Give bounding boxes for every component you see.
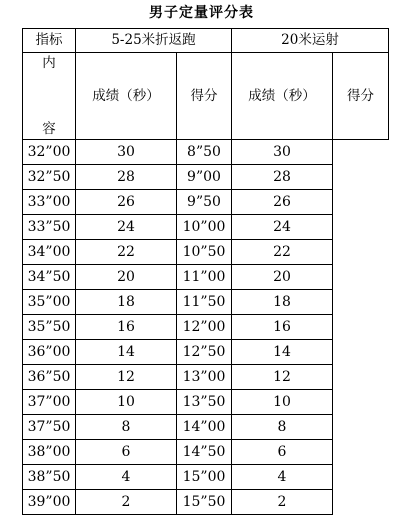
score-cell: 12 [232, 365, 333, 390]
score-cell: 16 [232, 315, 333, 340]
table-row [23, 165, 389, 190]
score-cell: 4 [76, 465, 177, 490]
result-cell: 33”50 [23, 215, 76, 240]
result-cell: 10”50 [177, 240, 232, 265]
score-cell: 30 [76, 140, 177, 165]
table-row [23, 290, 389, 315]
side-label-bottom: 容 [42, 121, 56, 137]
result-cell: 35”00 [23, 290, 76, 315]
table-body [23, 140, 389, 515]
event2-header: 20米运射 [232, 29, 389, 53]
score-cell: 6 [76, 440, 177, 465]
result-cell: 11”50 [177, 290, 232, 315]
score-cell: 28 [76, 165, 177, 190]
result-cell: 36”50 [23, 365, 76, 390]
score1-header: 得分 [177, 53, 232, 140]
score-cell: 2 [76, 490, 177, 515]
content-side-label [23, 53, 76, 140]
score-cell: 10 [76, 390, 177, 415]
table-row [23, 240, 389, 265]
score-cell: 6 [232, 440, 333, 465]
score2-header: 得分 [333, 53, 389, 140]
result-cell: 13”00 [177, 365, 232, 390]
score-cell: 14 [232, 340, 333, 365]
result-cell: 11”00 [177, 265, 232, 290]
score-cell: 20 [232, 265, 333, 290]
result-cell: 37”50 [23, 415, 76, 440]
result-cell: 8”50 [177, 140, 232, 165]
table-row [23, 390, 389, 415]
result-cell: 10”00 [177, 215, 232, 240]
side-label-top: 内 [42, 55, 56, 71]
table-subheader-row [23, 53, 389, 140]
score-table [22, 28, 389, 515]
result2-header: 成绩（秒） [232, 53, 333, 140]
result-cell: 15”00 [177, 465, 232, 490]
table-row [23, 465, 389, 490]
result-cell: 33”00 [23, 190, 76, 215]
result-cell: 12”50 [177, 340, 232, 365]
table-row [23, 315, 389, 340]
score-cell: 24 [76, 215, 177, 240]
result-cell: 38”00 [23, 440, 76, 465]
result-cell: 37”00 [23, 390, 76, 415]
table-row [23, 490, 389, 515]
table-row [23, 140, 389, 165]
score-cell: 26 [76, 190, 177, 215]
score-cell: 10 [232, 390, 333, 415]
result-cell: 34”00 [23, 240, 76, 265]
result-cell: 14”50 [177, 440, 232, 465]
score-cell: 16 [76, 315, 177, 340]
score-cell: 8 [76, 415, 177, 440]
table-header-row [23, 29, 389, 53]
result1-header: 成绩（秒） [76, 53, 177, 140]
side-label-gap [23, 73, 75, 119]
score-cell: 20 [76, 265, 177, 290]
result-cell: 34”50 [23, 265, 76, 290]
score-cell: 2 [232, 490, 333, 515]
result-cell: 9”50 [177, 190, 232, 215]
result-cell: 36”00 [23, 340, 76, 365]
result-cell: 35”50 [23, 315, 76, 340]
table-row [23, 215, 389, 240]
score-cell: 18 [76, 290, 177, 315]
score-cell: 4 [232, 465, 333, 490]
score-cell: 22 [76, 240, 177, 265]
result-cell: 12”00 [177, 315, 232, 340]
score-cell: 28 [232, 165, 333, 190]
score-cell: 30 [232, 140, 333, 165]
result-cell: 38”50 [23, 465, 76, 490]
table-row [23, 265, 389, 290]
page-title: 男子定量评分表 [149, 5, 254, 21]
result-cell: 39”00 [23, 490, 76, 515]
score-cell: 22 [232, 240, 333, 265]
table-row [23, 190, 389, 215]
table-row [23, 340, 389, 365]
score-cell: 14 [76, 340, 177, 365]
score-cell: 12 [76, 365, 177, 390]
result-cell: 14”00 [177, 415, 232, 440]
table-row [23, 415, 389, 440]
score-cell: 8 [232, 415, 333, 440]
event1-header: 5-25米折返跑 [76, 29, 232, 53]
score-cell: 24 [232, 215, 333, 240]
result-cell: 13”50 [177, 390, 232, 415]
indicator-header: 指标 [23, 29, 76, 53]
result-cell: 32”00 [23, 140, 76, 165]
table-row [23, 440, 389, 465]
result-cell: 32”50 [23, 165, 76, 190]
score-cell: 26 [232, 190, 333, 215]
table-row [23, 365, 389, 390]
result-cell: 15”50 [177, 490, 232, 515]
result-cell: 9”00 [177, 165, 232, 190]
score-cell: 18 [232, 290, 333, 315]
